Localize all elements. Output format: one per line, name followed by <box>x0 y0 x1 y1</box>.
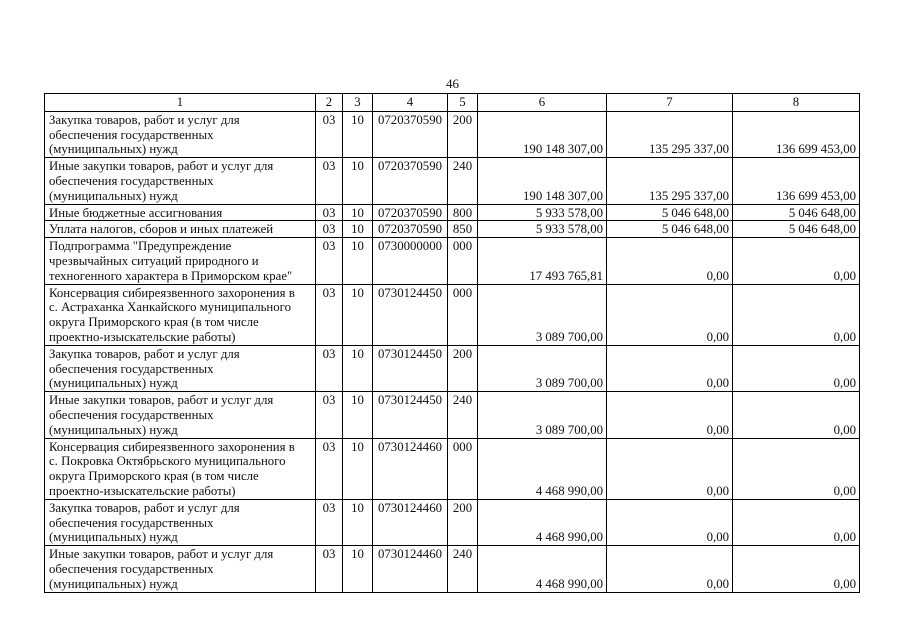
table-row <box>45 221 860 238</box>
table-row <box>45 438 860 499</box>
row-name-line: (муниципальных) нужд <box>49 376 178 391</box>
budget-table <box>44 93 860 593</box>
section-code-cell: 03 <box>316 204 343 221</box>
row-name-line: (муниципальных) нужд <box>49 576 178 591</box>
section-code-cell: 03 <box>316 238 343 284</box>
target-item-code-cell: 0730124450 <box>373 392 448 438</box>
table-row <box>45 111 860 157</box>
row-name-line: с. Покровка Октябрьского муниципального <box>49 454 286 469</box>
subsection-code-cell: 10 <box>343 499 373 545</box>
amount-cell: 190 148 307,00 <box>478 111 607 157</box>
target-item-code-cell: 0720370590 <box>373 111 448 157</box>
row-name-line: Иные закупки товаров, работ и услуг для <box>49 547 274 562</box>
header-cell: 5 <box>448 94 478 112</box>
row-name-cell <box>45 499 316 545</box>
header-cell: 8 <box>733 94 860 112</box>
amount-cell: 17 493 765,81 <box>478 238 607 284</box>
target-item-code-cell: 0730124460 <box>373 499 448 545</box>
row-name-cell <box>45 438 316 499</box>
row-name-line: Подпрограмма "Предупреждение <box>49 239 232 254</box>
row-name-cell <box>45 221 316 238</box>
row-name-line: проектно-изыскательские работы) <box>49 483 236 498</box>
subsection-code-cell: 10 <box>343 158 373 204</box>
amount-cell: 190 148 307,00 <box>478 158 607 204</box>
amount-cell: 0,00 <box>607 284 733 345</box>
amount-cell: 0,00 <box>733 238 860 284</box>
target-item-code-cell: 0720370590 <box>373 158 448 204</box>
expense-type-code-cell: 000 <box>448 284 478 345</box>
row-name-cell <box>45 345 316 391</box>
row-name-line: Иные закупки товаров, работ и услуг для <box>49 159 274 174</box>
amount-cell: 3 089 700,00 <box>478 345 607 391</box>
subsection-code-cell: 10 <box>343 238 373 284</box>
amount-cell: 3 089 700,00 <box>478 284 607 345</box>
header-cell: 7 <box>607 94 733 112</box>
amount-cell: 135 295 337,00 <box>607 111 733 157</box>
amount-cell: 0,00 <box>607 438 733 499</box>
amount-cell: 0,00 <box>733 392 860 438</box>
target-item-code-cell: 0730124450 <box>373 345 448 391</box>
target-item-code-cell: 0730000000 <box>373 238 448 284</box>
amount-cell: 0,00 <box>733 499 860 545</box>
row-name-line: техногенного характера в Приморском крае" <box>49 268 293 283</box>
expense-type-code-cell: 200 <box>448 345 478 391</box>
expense-type-code-cell: 240 <box>448 546 478 592</box>
subsection-code-cell: 10 <box>343 204 373 221</box>
row-name-line: Иные бюджетные ассигнования <box>49 205 223 220</box>
section-code-cell: 03 <box>316 345 343 391</box>
row-name-line: Закупка товаров, работ и услуг для <box>49 346 240 361</box>
section-code-cell: 03 <box>316 221 343 238</box>
amount-cell: 135 295 337,00 <box>607 158 733 204</box>
amount-cell: 4 468 990,00 <box>478 438 607 499</box>
amount-cell: 0,00 <box>607 392 733 438</box>
subsection-code-cell: 10 <box>343 345 373 391</box>
row-name-line: округа Приморского края (в том числе <box>49 315 259 330</box>
subsection-code-cell: 10 <box>343 546 373 592</box>
page-number: 46 <box>446 76 459 91</box>
amount-cell: 0,00 <box>733 345 860 391</box>
row-name-cell <box>45 111 316 157</box>
amount-cell: 5 933 578,00 <box>478 221 607 238</box>
row-name-line: Закупка товаров, работ и услуг для <box>49 500 240 515</box>
row-name-line: Уплата налогов, сборов и иных платежей <box>49 222 274 237</box>
row-name-line: чрезвычайных ситуаций природного и <box>49 253 259 268</box>
header-cell: 1 <box>45 94 316 112</box>
header-cell: 3 <box>343 94 373 112</box>
amount-cell: 4 468 990,00 <box>478 499 607 545</box>
amount-cell: 4 468 990,00 <box>478 546 607 592</box>
expense-type-code-cell: 240 <box>448 392 478 438</box>
row-name-line: с. Астраханка Ханкайского муниципального <box>49 300 291 315</box>
table-row <box>45 158 860 204</box>
amount-cell: 5 933 578,00 <box>478 204 607 221</box>
amount-cell: 0,00 <box>607 238 733 284</box>
amount-cell: 0,00 <box>733 438 860 499</box>
target-item-code-cell: 0720370590 <box>373 204 448 221</box>
table-row <box>45 345 860 391</box>
expense-type-code-cell: 200 <box>448 111 478 157</box>
expense-type-code-cell: 850 <box>448 221 478 238</box>
target-item-code-cell: 0730124460 <box>373 546 448 592</box>
row-name-line: Закупка товаров, работ и услуг для <box>49 112 240 127</box>
table-header-row <box>45 94 860 112</box>
table-row <box>45 238 860 284</box>
section-code-cell: 03 <box>316 499 343 545</box>
subsection-code-cell: 10 <box>343 392 373 438</box>
row-name-line: обеспечения государственных <box>49 515 214 530</box>
row-name-cell <box>45 392 316 438</box>
header-cell: 4 <box>373 94 448 112</box>
row-name-line: (муниципальных) нужд <box>49 188 178 203</box>
header-cell: 2 <box>316 94 343 112</box>
subsection-code-cell: 10 <box>343 111 373 157</box>
amount-cell: 0,00 <box>607 499 733 545</box>
section-code-cell: 03 <box>316 284 343 345</box>
row-name-line: Консервация сибиреязвенного захоронения в <box>49 285 295 300</box>
row-name-cell <box>45 204 316 221</box>
subsection-code-cell: 10 <box>343 284 373 345</box>
row-name-line: Иные закупки товаров, работ и услуг для <box>49 393 274 408</box>
row-name-line: обеспечения государственных <box>49 361 214 376</box>
section-code-cell: 03 <box>316 158 343 204</box>
table-row <box>45 392 860 438</box>
subsection-code-cell: 10 <box>343 438 373 499</box>
amount-cell: 0,00 <box>607 546 733 592</box>
amount-cell: 136 699 453,00 <box>733 111 860 157</box>
row-name-line: проектно-изыскательские работы) <box>49 329 236 344</box>
subsection-code-cell: 10 <box>343 221 373 238</box>
amount-cell: 3 089 700,00 <box>478 392 607 438</box>
expense-type-code-cell: 000 <box>448 238 478 284</box>
amount-cell: 0,00 <box>607 345 733 391</box>
amount-cell: 0,00 <box>733 284 860 345</box>
table-row <box>45 499 860 545</box>
row-name-cell <box>45 546 316 592</box>
amount-cell: 0,00 <box>733 546 860 592</box>
target-item-code-cell: 0730124460 <box>373 438 448 499</box>
expense-type-code-cell: 200 <box>448 499 478 545</box>
expense-type-code-cell: 000 <box>448 438 478 499</box>
row-name-cell <box>45 238 316 284</box>
target-item-code-cell: 0720370590 <box>373 221 448 238</box>
expense-type-code-cell: 240 <box>448 158 478 204</box>
section-code-cell: 03 <box>316 111 343 157</box>
section-code-cell: 03 <box>316 438 343 499</box>
amount-cell: 5 046 648,00 <box>733 221 860 238</box>
header-cell: 6 <box>478 94 607 112</box>
row-name-line: (муниципальных) нужд <box>49 530 178 545</box>
row-name-line: обеспечения государственных <box>49 173 214 188</box>
row-name-line: (муниципальных) нужд <box>49 422 178 437</box>
amount-cell: 5 046 648,00 <box>607 204 733 221</box>
expense-type-code-cell: 800 <box>448 204 478 221</box>
row-name-line: округа Приморского края (в том числе <box>49 469 259 484</box>
section-code-cell: 03 <box>316 546 343 592</box>
amount-cell: 5 046 648,00 <box>733 204 860 221</box>
table-row <box>45 284 860 345</box>
row-name-cell <box>45 284 316 345</box>
table-row <box>45 546 860 592</box>
row-name-line: обеспечения государственных <box>49 127 214 142</box>
amount-cell: 136 699 453,00 <box>733 158 860 204</box>
section-code-cell: 03 <box>316 392 343 438</box>
target-item-code-cell: 0730124450 <box>373 284 448 345</box>
row-name-line: (муниципальных) нужд <box>49 142 178 157</box>
table-row <box>45 204 860 221</box>
amount-cell: 5 046 648,00 <box>607 221 733 238</box>
row-name-line: Консервация сибиреязвенного захоронения в <box>49 439 295 454</box>
row-name-cell <box>45 158 316 204</box>
row-name-line: обеспечения государственных <box>49 561 214 576</box>
row-name-line: обеспечения государственных <box>49 407 214 422</box>
